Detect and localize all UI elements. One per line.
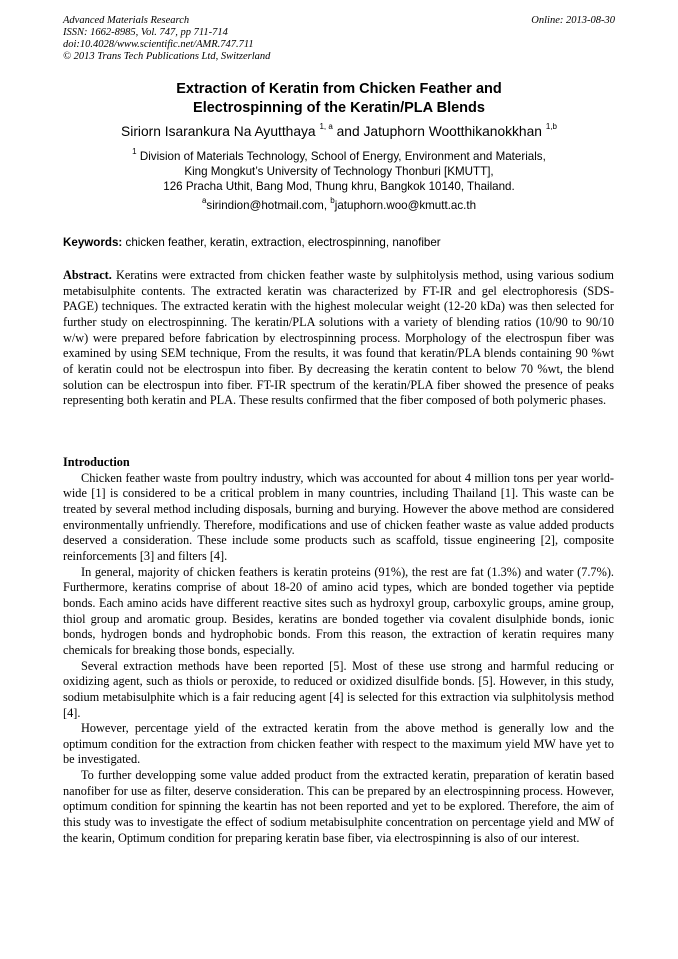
- keywords-label: Keywords:: [63, 236, 123, 249]
- journal-name: Advanced Materials Research: [63, 15, 190, 26]
- email-b-mark: b: [330, 196, 335, 206]
- affiliation-mark: 1: [132, 147, 137, 157]
- author-1: Siriorn Isarankura Na Ayutthaya: [121, 124, 316, 139]
- paper-title: [63, 80, 615, 118]
- abstract-text: Keratins were extracted from chicken feather waste by sulphitolysis method, using various sodium metabisulphite contents. The extracted keratin was characterized by FT-IR and gel electrophoresis (SDS-PAGE) techniques. The extracted keratin with the highest molecular weight (12-20 kDa) was then selected for further study on electrospinning. The keratin/PLA solutions with a variety of blending ratios (10/90 to 90/10 w/w) were prepared before fabrication by electrospinning process. Morphology of the electrospun fiber was examined by using SEM technique, From the results, it was found that keratin/PLA blends containing 90 %wt of keratin could not be electrospun into fiber. By decreasing the keratin content to below 70 %wt, the blend solution can be electrospun into fiber. FT-IR spectrum of the keratin/PLA fiber showed the presence of peaks representing both keratin and PLA. These results confirmed that the fiber composed of both polymeric phases.: [63, 268, 614, 408]
- journal-copyright: © 2013 Trans Tech Publications Ltd, Switzerland: [63, 51, 271, 62]
- introduction-heading: Introduction: [63, 455, 130, 469]
- keywords-text: chicken feather, keratin, extraction, electrospinning, nanofiber: [125, 236, 441, 249]
- journal-header: [63, 15, 270, 63]
- email-a[interactable]: sirindion@hotmail.com,: [206, 199, 328, 212]
- affiliation-line2: King Mongkut’s University of Technology Thonburi [KMUTT],: [184, 165, 494, 178]
- journal-issn: ISSN: 1662-8985, Vol. 747, pp 711-714: [63, 27, 228, 38]
- abstract: [63, 268, 614, 409]
- journal-doi: doi:10.4028/www.scientific.net/AMR.747.711: [63, 39, 254, 50]
- author-2: Jatuphorn Wootthikanokkhan: [363, 124, 542, 139]
- online-date: Online: 2013-08-30: [531, 15, 615, 26]
- intro-paragraph-4: However, percentage yield of the extracted keratin from the above method is generally low and the optimum condition for the extraction from chicken feather with respect to the maximum yield MW have yet to be investigated.: [63, 721, 614, 767]
- intro-paragraph-2: In general, majority of chicken feathers is keratin proteins (91%), the rest are fat (1.3%) and water (7.7%). Furthermore, keratins comprise of about 18-20 of amino acid types, which are bonded together via peptide bonds. Each amino acids have different reactive sites such as hydroxyl group, carboxylic groups, amine group, thiol group and aromatic group. Besides, keratins are bonded together via covalent disulphide bonds, ionic bonds, hydrogen bonds and hydrophobic bonds. From this reason, the extraction of keratin requires many chemicals for breaking those bonds, especially.: [63, 564, 614, 657]
- intro-paragraph-5: To further developping some value added product from the extracted keratin, preparation of keratin based nanofiber for use as filter, deserve consideration. This can be prepared by an electrospinning process. However, optimum condition for spinning the keartin has not been reported and yet to be explored. Therefore, the aim of this study was to investigate the effect of sodium metabisulphite concentration on percentage yield and MW of the kearin, Optimum condition for preparing keratin base fiber, via electrospinning is also of our interest.: [63, 768, 614, 845]
- abstract-label: Abstract.: [63, 268, 112, 282]
- introduction-section: [63, 455, 614, 846]
- author-1-affiliation-mark: 1, a: [319, 122, 333, 132]
- author-conjunction: and: [336, 124, 360, 139]
- author-emails: [63, 198, 615, 213]
- paper-title-line1: Extraction of Keratin from Chicken Feather and: [176, 81, 502, 97]
- keywords: [63, 235, 615, 250]
- intro-paragraph-1: Chicken feather waste from poultry industry, which was accounted for about 4 million tons per year world-wide [1] is considered to be a critical problem in many countries, including Thailand [1]. This waste can be treated by several method including disposals, burning and burying. However the above method are considered environmentally unfriendly. Therefore, modifications and use of chicken feather waste as value added products deserved a consideration. These include some products such as scaffold, tissue engineering [2], composite reinforcements [3] and filters [4].: [63, 470, 614, 563]
- paper-title-line2: Electrospinning of the Keratin/PLA Blends: [193, 100, 485, 116]
- author-list: [40, 123, 638, 141]
- email-a-mark: a: [201, 196, 207, 206]
- affiliation-line1: $^1$ Division of Materials Technology, School of Energy, Environment and Materials,: [132, 147, 546, 163]
- email-b[interactable]: jatuphorn.woo@kmutt.ac.th: [334, 199, 477, 212]
- author-2-affiliation-mark: 1,b: [545, 122, 557, 132]
- intro-paragraph-3: Several extraction methods have been reported [5]. Most of these use strong and harmful reducing or oxidizing agent, such as thiols or peroxide, to reduced or oxidized disulfide bonds. [5]. However, in this study, sodium metabisulphite which is a fair reducing agent [4] is selected for this extraction via sulphitolysis method [4].: [63, 658, 614, 720]
- affiliation: [63, 149, 615, 194]
- affiliation-line3: 126 Pracha Uthit, Bang Mod, Thung khru, Bangkok 10140, Thailand.: [163, 180, 515, 193]
